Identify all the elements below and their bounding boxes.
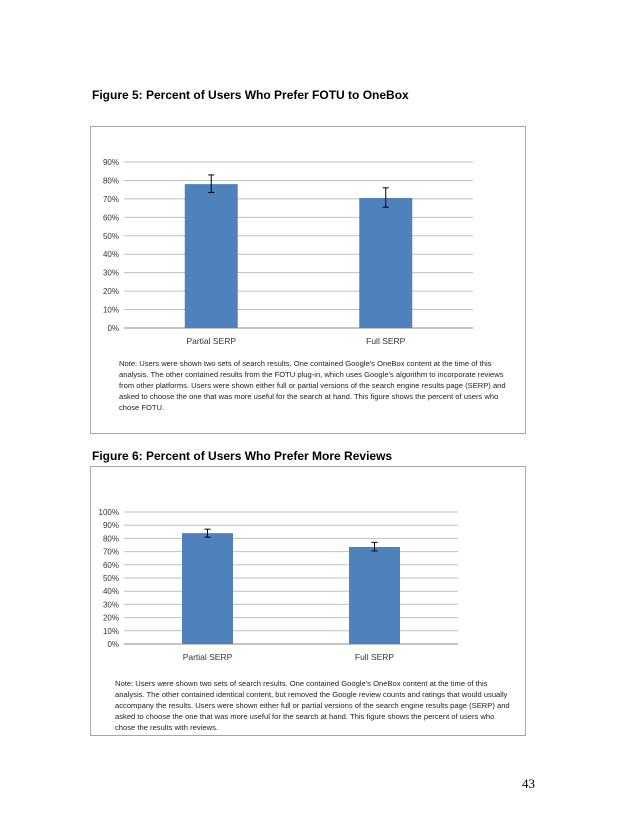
y-tick-label: 40%	[102, 587, 119, 597]
x-tick-label: Partial SERP	[182, 652, 233, 662]
y-tick-label: 90%	[102, 158, 119, 167]
figure-5-note: Note: Users were shown two sets of search results. One contained Google's OneBox content at the time of this analysis. The other contained results from the FOTU plug-in, which uses Google's algorithm to incorporate reviews from other platforms. Users were shown either full or partial versions of the search engine results page (SERP) and asked to choose the one that was more useful for the search at hand. This figure shows the percent of users who chose FOTU.	[119, 359, 506, 412]
figure-6-title: Figure 6: Percent of Users Who Prefer More Reviews	[92, 449, 393, 463]
figure-5-title: Figure 5: Percent of Users Who Prefer FOTU to OneBox	[92, 88, 409, 102]
x-tick-label: Partial SERP	[186, 336, 237, 346]
y-tick-label: 60%	[102, 560, 119, 570]
figure-5-chart	[90, 126, 526, 434]
figure-6-note: Note: Users were shown two sets of search results. One contained Google's OneBox content at the time of this analysis. The other contained identical content, but removed the Google review counts and ratings that would usually accompany the results. Users were shown either full or partial versions of the search engine results page (SERP) and asked to choose the one that was more useful for the search at hand. This figure shows the percent of users who chose the results with reviews.	[115, 679, 510, 732]
x-tick-label: Full SERP	[366, 336, 406, 346]
y-tick-label: 10%	[102, 305, 119, 315]
y-tick-label: 70%	[102, 547, 119, 557]
y-tick-label: 0%	[107, 640, 119, 649]
page-number: 43	[522, 776, 535, 791]
y-tick-label: 50%	[102, 231, 119, 241]
figure-6-plot	[91, 467, 525, 667]
y-tick-label: 30%	[102, 268, 119, 278]
y-tick-label: 0%	[107, 324, 119, 333]
y-tick-label: 20%	[102, 287, 119, 297]
bar-full-serp	[359, 198, 412, 328]
y-tick-label: 100%	[98, 508, 119, 517]
y-tick-label: 80%	[102, 176, 119, 186]
bar-partial-serp	[182, 533, 233, 644]
y-tick-label: 70%	[102, 194, 119, 204]
y-tick-label: 40%	[102, 250, 119, 260]
x-tick-label: Full SERP	[354, 652, 395, 662]
y-tick-label: 60%	[102, 213, 119, 223]
y-tick-label: 30%	[102, 600, 119, 610]
bar-full-serp	[349, 547, 400, 644]
bar-partial-serp	[185, 184, 238, 328]
figure-5-plot	[91, 127, 525, 357]
y-tick-label: 50%	[102, 574, 119, 583]
figure-6-chart	[90, 466, 526, 736]
y-tick-label: 80%	[102, 534, 119, 544]
y-tick-label: 90%	[102, 521, 119, 531]
y-tick-label: 20%	[102, 613, 119, 623]
y-tick-label: 10%	[102, 626, 119, 636]
